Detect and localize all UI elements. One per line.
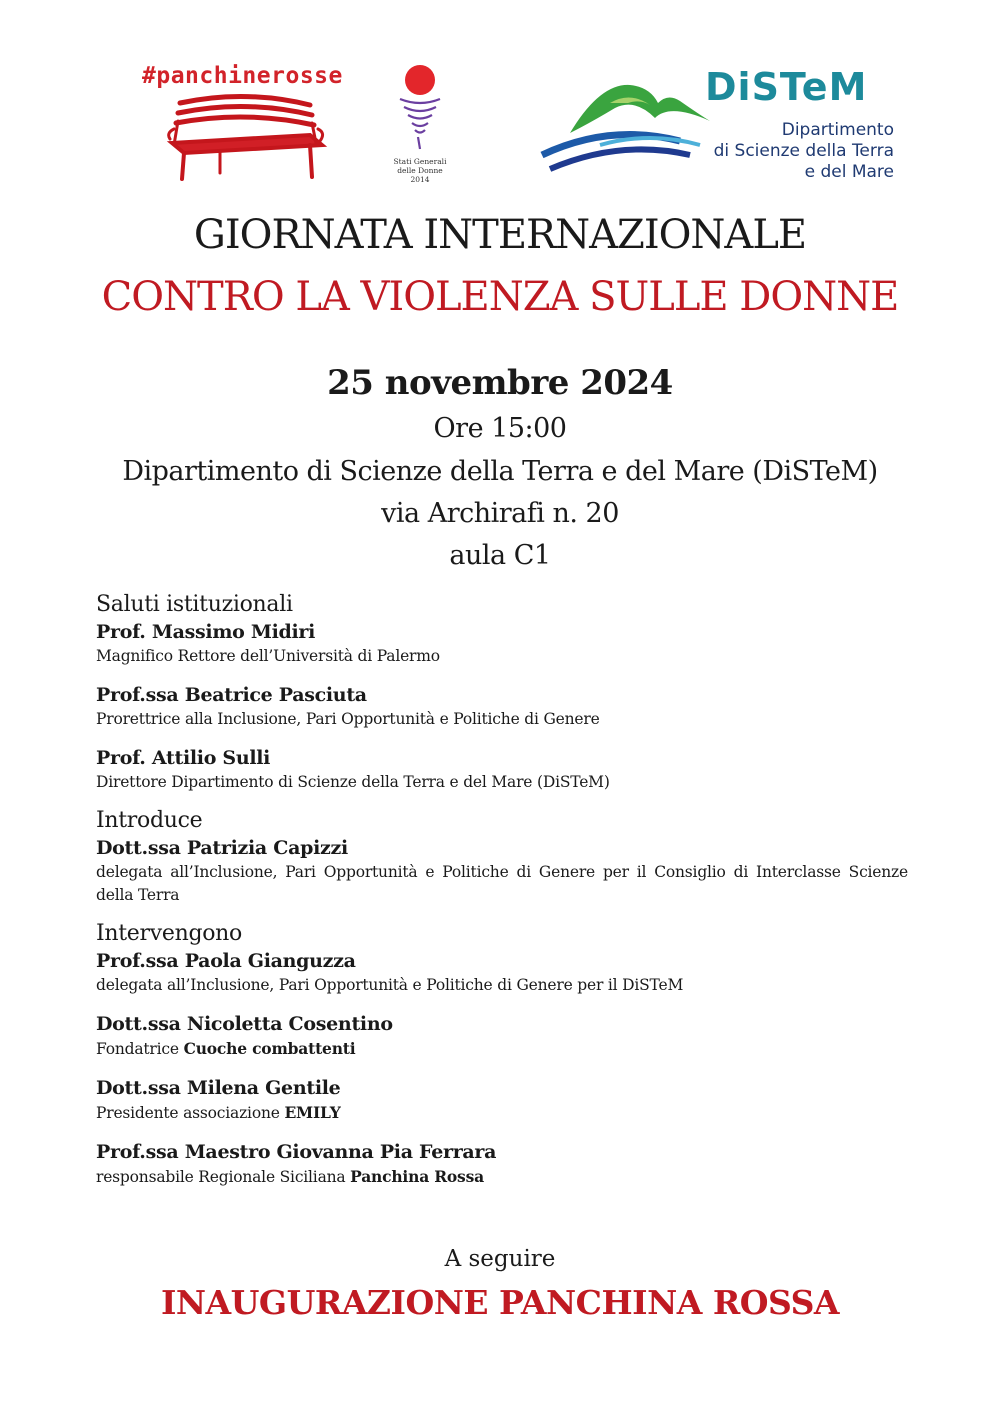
distem-subtitle-line: Dipartimento [781,120,894,140]
role-prefix: Presidente associazione [96,1104,285,1122]
speaker [96,948,908,997]
speaker [96,835,908,907]
main-title: GIORNATA INTERNAZIONALE [193,212,807,258]
stati-generali-icon [392,63,448,151]
inauguration-title: INAUGURAZIONE PANCHINA ROSSA [160,1283,840,1322]
red-bench-icon [160,93,330,183]
speaker-role [96,1037,908,1061]
section-heading: Intervengono [96,921,242,946]
event-address: via Archirafi n. 20 [381,498,619,529]
speaker [96,1139,908,1189]
speaker-role [96,1101,908,1125]
speaker-role: Direttore Dipartimento di Scienze della Terra e del Mare (DiSTeM) [96,773,610,791]
speaker-name: Dott.ssa Nicoletta Cosentino [96,1013,393,1035]
speaker-name: Prof. Massimo Midiri [96,621,316,643]
distem-subtitle-line: e del Mare [804,162,894,182]
speaker-role: Prorettrice alla Inclusione, Pari Opportunità e Politiche di Genere [96,710,600,728]
speaker-role: Magnifico Rettore dell’Università di Palermo [96,647,440,665]
distem-logo [540,63,900,193]
speaker [96,1075,908,1125]
speaker-name: Dott.ssa Milena Gentile [96,1077,341,1099]
section-heading: Introduce [96,808,203,833]
event-date: 25 novembre 2024 [327,363,673,403]
role-prefix: Fondatrice [96,1040,184,1058]
speaker-role: delegata all’Inclusione, Pari Opportunità e Politiche di Genere per il DiSTeM [96,976,684,994]
main-subtitle: CONTRO LA VIOLENZA SULLE DONNE [101,274,899,320]
section-heading: Saluti istituzionali [96,592,293,617]
distem-subtitle-line: di Scienze della Terra [713,141,894,161]
program [96,592,908,1203]
speaker [96,682,908,731]
role-prefix: responsabile Regionale Siciliana [96,1168,351,1186]
speaker [96,619,908,668]
speaker-name: Dott.ssa Patrizia Capizzi [96,837,348,859]
hashtag-panchinerosse: #panchinerosse [142,63,343,89]
role-organization: Panchina Rossa [350,1167,484,1186]
role-organization: EMILY [284,1103,341,1122]
speaker [96,745,908,794]
speaker-name: Prof. Attilio Sulli [96,747,271,769]
stati-generali-caption: Stati Generali delle Donne 2014 [393,157,447,184]
logo-bar [0,55,1000,205]
role-organization: Cuoche combattenti [183,1039,356,1058]
speaker-name: Prof.ssa Beatrice Pasciuta [96,684,367,706]
speaker-name: Prof.ssa Maestro Giovanna Pia Ferrara [96,1141,497,1163]
speaker-role: delegata all’Inclusione, Pari Opportunità e Politiche di Genere per il Consiglio di Interclasse Scienze della Terra [96,863,908,904]
event-time: Ore 15:00 [433,413,567,444]
event-venue: Dipartimento di Scienze della Terra e del Mare (DiSTeM) [122,456,878,487]
distem-subtitle [714,120,894,183]
stati-generali-logo [390,63,450,184]
event-room: aula C1 [449,540,551,571]
speaker [96,1011,908,1061]
distem-wordmark: DiSTeM [705,65,868,109]
speaker-role [96,1165,908,1189]
speaker-name: Prof.ssa Paola Gianguzza [96,950,356,972]
follow-text: A seguire [444,1246,556,1272]
